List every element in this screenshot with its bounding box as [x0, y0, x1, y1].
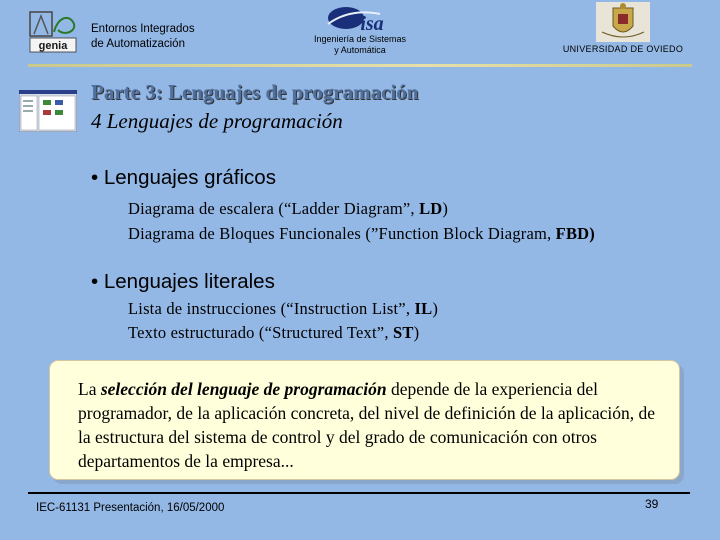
bullet-literal-languages: • Lenguajes literales	[91, 270, 275, 293]
header-university: UNIVERSIDAD DE OVIEDO	[562, 44, 684, 54]
callout-prefix: La	[78, 379, 101, 399]
genia-logo-text: genia	[38, 40, 68, 52]
footer-divider	[28, 492, 690, 494]
bullet-graphical-languages: • Lenguajes gráficos	[91, 166, 276, 189]
sub-item-tail: )	[442, 199, 449, 218]
slide-title: Parte 3: Lenguajes de programación	[91, 80, 419, 104]
footer-presentation-info: IEC-61131 Presentación, 16/05/2000	[36, 502, 225, 514]
callout-emphasis: selección del lenguaje de programación	[100, 379, 387, 399]
header-course-line1: Entornos Integrados	[91, 23, 195, 35]
sub-item-abbr: IL	[414, 299, 433, 318]
university-crest	[596, 2, 650, 42]
page-number: 39	[645, 497, 659, 511]
callout-rest: depende de la experiencia del programador, de la aplicación concreta, del nivel de definición de la aplicación, de la estructura del sistema de control y del grado de comunicación con otros departamentos de la empresa...	[78, 379, 656, 471]
sub-item-function-block-diagram	[128, 224, 595, 244]
sub-item-ladder-diagram	[128, 199, 448, 219]
sub-item-text: Diagrama de escalera (“Ladder Diagram”,	[128, 199, 420, 218]
header-course-line2: de Automatización	[91, 38, 185, 50]
header-department	[300, 34, 420, 56]
isa-logo	[320, 4, 400, 34]
header-department-line1: Ingeniería de Sistemas	[313, 34, 407, 44]
sub-item-text: Diagrama de Bloques Funcionales (”Function Block Diagram,	[128, 224, 556, 243]
sub-item-text: Lista de instrucciones (“Instruction List”,	[128, 299, 415, 318]
header-divider	[28, 64, 692, 67]
header-department-line2: y Automática	[334, 45, 386, 55]
slide-subtitle: 4 Lenguajes de programación	[91, 109, 343, 133]
sub-item-structured-text	[128, 323, 419, 343]
sub-item-tail: )	[432, 299, 439, 318]
isa-logo-text: isa	[360, 13, 384, 34]
genia-logo	[28, 10, 78, 54]
sub-item-tail: )	[589, 224, 595, 243]
sub-item-instruction-list	[128, 299, 438, 319]
sub-item-abbr: LD	[419, 199, 443, 218]
callout-text	[78, 377, 668, 473]
sub-item-text: Texto estructurado (“Structured Text”,	[128, 323, 393, 342]
sub-item-tail: )	[413, 323, 420, 342]
header-course-title	[91, 22, 195, 52]
sub-item-abbr: ST	[392, 323, 414, 342]
sub-item-abbr: FBD	[555, 224, 590, 243]
software-screenshot-thumbnail	[19, 90, 77, 132]
